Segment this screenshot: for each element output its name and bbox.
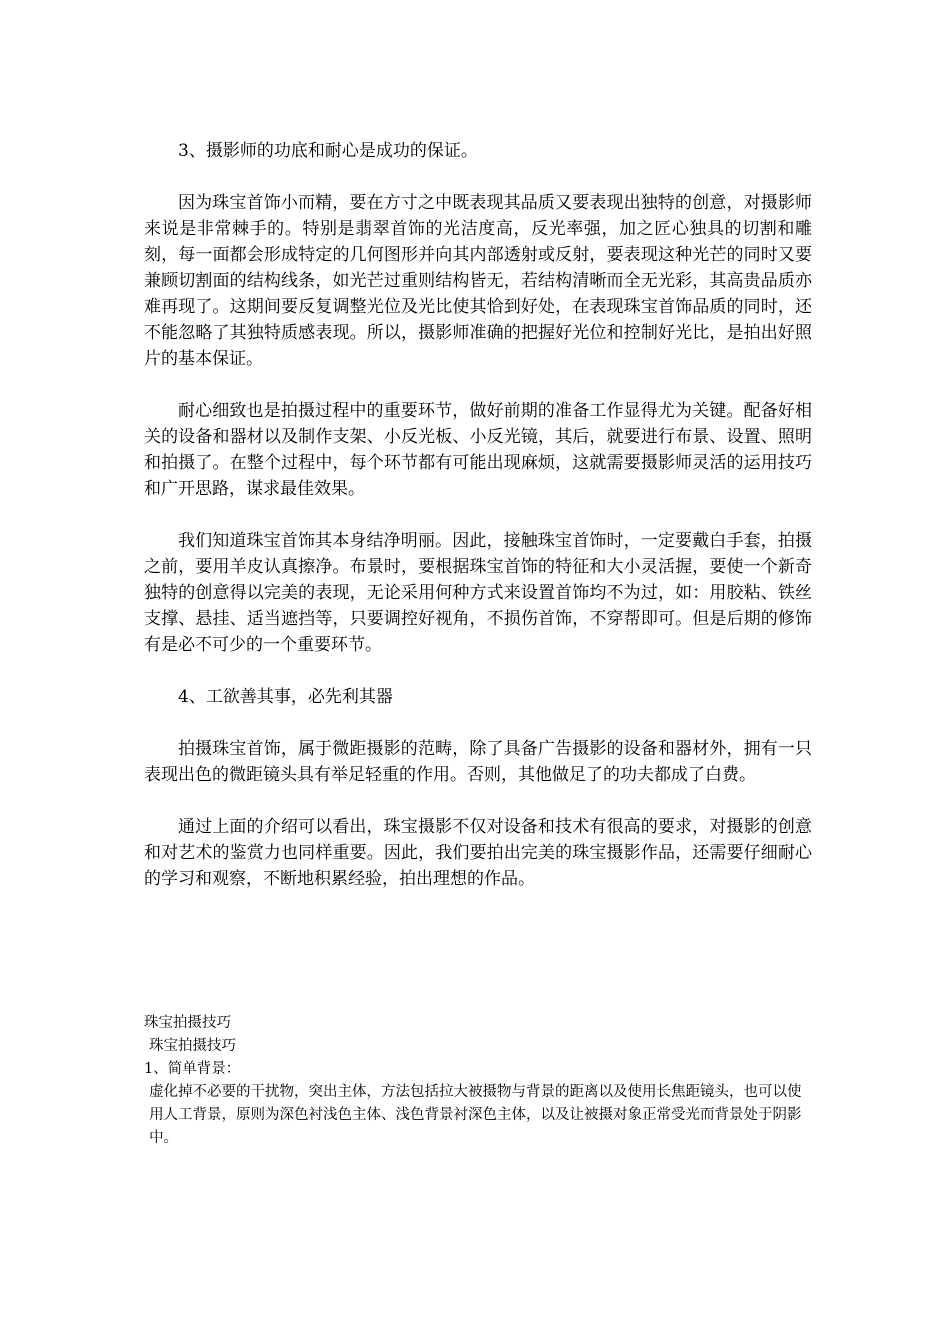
paragraph-3: 我们知道珠宝首饰其本身结净明丽。因此，接触珠宝首饰时，一定要戴白手套，拍摄之前，要用羊皮认真擦净。布景时，要根据珠宝首饰的特征和大小灵活握，要使一个新奇独特的创意得以完美的表现，无论采用何种方式来设置首饰均不为过，如：用胶粘、铁丝支撑、悬挂、适当遮挡等，只要调控好视角，不损伤首饰，不穿帮即可。但是后期的修饰有是必不可少的一个重要环节。 xyxy=(144,531,812,655)
paragraph-5: 通过上面的介绍可以看出，珠宝摄影不仅对设备和技术有很高的要求，对摄影的创意和对艺术的鉴赏力也同样重要。因此，我们要拍出完美的珠宝摄影作品，还需要仔细耐心的学习和观察，不断地积累经验，拍出理想的作品。 xyxy=(144,817,812,889)
appendix-item-heading: 1、简单背景： xyxy=(144,1061,241,1077)
appendix-subtitle: 珠宝拍摄技巧 xyxy=(149,1038,237,1054)
section-3-heading: 3、摄影师的功底和耐心是成功的保证。 xyxy=(178,141,478,161)
paragraph-1: 因为珠宝首饰小而精，要在方寸之中既表现其品质又要表现出独特的创意，对摄影师来说是非常棘手的。特别是翡翠首饰的光洁度高，反光率强，加之匠心独具的切割和雕刻，每一面都会形成特定的几何图形并向其内部透射或反射，要表现这种光芒的同时又要兼顾切割面的结构线条，如光芒过重则结构皆无，若结构清晰而全无光彩，其高贵品质亦难再现了。这期间要反复调整光位及光比使其恰到好处，在表现珠宝首饰品质的同时，还不能忽略了其独特质感表现。所以，摄影师准确的把握好光位和控制好光比，是拍出好照片的基本保证。 xyxy=(144,193,812,369)
article-body xyxy=(144,138,812,918)
appendix-item-body: 虚化掉不必要的干扰物，突出主体，方法包括拉大被摄物与背景的距离以及使用长焦距镜头，也可以使用人工背景，原则为深色衬浅色主体、浅色背景衬深色主体，以及让被摄对象正常受光而背景处于阴影中。 xyxy=(149,1084,802,1146)
appendix-title: 珠宝拍摄技巧 xyxy=(144,1015,231,1031)
paragraph-4: 拍摄珠宝首饰，属于微距摄影的范畴，除了具备广告摄影的设备和器材外，拥有一只表现出色的微距镜头具有举足轻重的作用。否则，其他做足了的功夫都成了白费。 xyxy=(144,739,812,785)
paragraph-2: 耐心细致也是拍摄过程中的重要环节，做好前期的准备工作显得尤为关键。配备好相关的设备和器材以及制作支架、小反光板、小反光镜，其后，就要进行布景、设置、照明和拍摄了。在整个过程中，每个环节都有可能出现麻烦，这就需要摄影师灵活的运用技巧和广开思路，谋求最佳效果。 xyxy=(144,401,812,499)
appendix-section xyxy=(144,1012,812,1150)
section-4-heading: 4、工欲善其事，必先利其器 xyxy=(178,687,393,707)
